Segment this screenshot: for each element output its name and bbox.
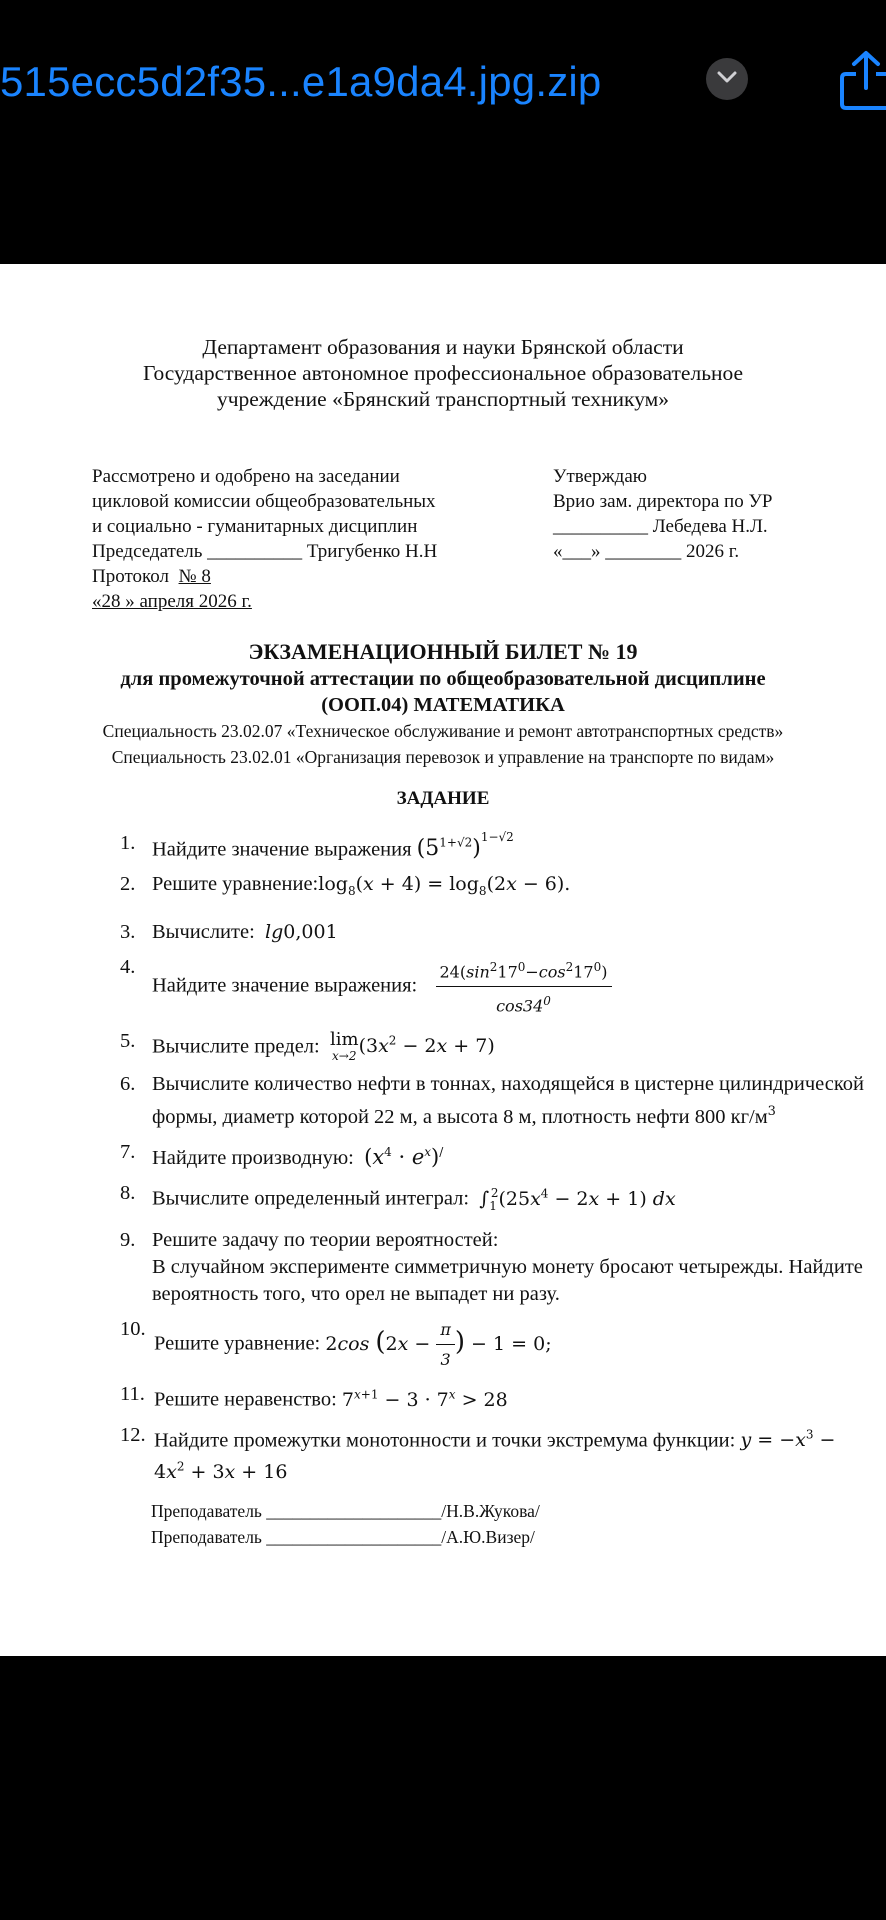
task-number: 6. (120, 1073, 136, 1096)
ticket-subtitle: для промежуточной аттестации по общеобразовательной дисциплине (120, 668, 766, 690)
task-text: Найдите значение выражения: (152, 974, 418, 997)
task-number: 4. (120, 956, 136, 979)
task-text: Решите уравнение: (154, 1332, 321, 1355)
task-formula-limit: lim x→2 (329, 1029, 359, 1064)
task-formula: $(x^4 \cdot e^x)^/$ (364, 1145, 444, 1170)
task-text: Вычислите предел: (152, 1035, 320, 1058)
header-line: учреждение «Брянский транспортный техникум» (216, 387, 670, 411)
task-text: Решите задачу по теории вероятностей: (152, 1229, 499, 1252)
institution-header (0, 334, 886, 412)
task-formula-fraction: $\frac{24(\sin^217^0-\cos^217^0)}{\cos 34^0}$ (436, 954, 612, 1020)
task-formula: $(5^{1+√2})^{1-√2}$ (416, 830, 514, 862)
task-item (120, 1139, 870, 1172)
approval-line: __________ Лебедева Н.Л. (553, 516, 768, 537)
task-text: Вычислите количество нефти в тоннах, находящейся в цистерне цилиндрической формы, диаметр которой 22 м, а высота 8 м, плотность нефти 800 кг/м (152, 1073, 864, 1129)
approval-line: Утверждаю (553, 466, 647, 487)
task-item (120, 919, 870, 946)
signature-line: Преподаватель ____________________/Н.В.Жукова/ (151, 1501, 540, 1521)
task-text: В случайном эксперименте симметричную монету бросают четырежды. Найдите вероятность того, что орел не выпадет ни разу. (152, 1256, 863, 1306)
task-formula: $\int_1^2(25x^4 - 2x + 1)$ dx (479, 1186, 676, 1213)
task-number: 1. (120, 832, 136, 854)
specialty-line: Специальность 23.02.07 «Техническое обслуживание и ремонт автотранспортных средств» (102, 721, 784, 741)
task-item (120, 1381, 870, 1413)
director-approval-block (553, 464, 815, 564)
task-number: 10. (120, 1318, 146, 1341)
header-line: Государственное автономное профессиональное образовательное (142, 361, 744, 385)
task-text: Найдите промежутки монотонности и точки экстремума функции: (154, 1429, 736, 1452)
share-button[interactable] (836, 50, 886, 112)
task-number: 9. (120, 1229, 136, 1252)
chevron-down-icon (717, 70, 737, 88)
ticket-heading (0, 638, 886, 770)
protocol-number: № 8 (178, 566, 211, 587)
task-item (120, 830, 870, 863)
task-number: 12. (120, 1423, 146, 1446)
task-item (120, 1180, 870, 1219)
ticket-discipline: (ООП.04) МАТЕМАТИКА (321, 694, 565, 716)
task-item (120, 1028, 870, 1064)
task-item (120, 871, 870, 905)
committee-approval-block (92, 464, 496, 614)
task-number: 11. (120, 1383, 145, 1406)
task-section-title: ЗАДАНИЕ (396, 788, 490, 809)
approval-line: и социально - гуманитарных дисциплин (92, 516, 418, 537)
task-text: Вычислите: (152, 921, 255, 944)
task-item (120, 954, 870, 1020)
ticket-title: ЭКЗАМЕНАЦИОННЫЙ БИЛЕТ № 19 (248, 639, 638, 664)
task-formula: $y = -x^3 - 4x^2 + 3x + 16$ (154, 1427, 836, 1484)
task-number: 3. (120, 921, 136, 944)
task-text: Вычислите определенный интеграл: (152, 1187, 470, 1210)
task-text: Найдите значение выражения (152, 838, 412, 861)
signature-block (151, 1498, 540, 1550)
task-formula: $(3x^2 - 2x + 7)$ (358, 1033, 495, 1058)
chair-line: Председатель __________ Тригубенко Н.Н (92, 541, 438, 562)
protocol-line (92, 564, 496, 589)
viewer-bottom-bar (0, 1656, 886, 1920)
file-options-button[interactable] (706, 58, 748, 100)
task-text: Найдите производную: (152, 1147, 354, 1170)
protocol-date: «28 » апреля 2026 г. (92, 591, 252, 612)
file-name-title[interactable]: 515ecc5d2f35...e1a9da4.jpg.zip (0, 58, 602, 105)
protocol-label: Протокол (92, 566, 170, 587)
task-formula: $7^{x+1} - 3 \cdot 7^x > 28$ (341, 1387, 508, 1411)
task-item: 6. Вычислите количество нефти в тоннах, находящейся в цистерне цилиндрической формы, диаметр которой 22 м, а высота 8 м, плотность нефти 800 $кг/м^3$ (120, 1071, 870, 1131)
document-page (0, 264, 886, 1656)
share-icon (836, 99, 886, 112)
task-number: 7. (120, 1141, 136, 1164)
approval-line: Рассмотрено и одобрено на заседании (92, 466, 400, 487)
task-item (120, 1227, 870, 1308)
task-text: Решите уравнение: (152, 873, 319, 896)
header-line: Департамент образования и науки Брянской области (202, 335, 684, 359)
approval-line: Врио зам. директора по УР (553, 491, 773, 512)
approval-line: цикловой комиссии общеобразовательных (92, 491, 436, 512)
task-number: 5. (120, 1029, 136, 1052)
signature-line: Преподаватель ____________________/А.Ю.Визер/ (151, 1527, 535, 1547)
task-formula: 0,001 (283, 921, 338, 944)
task-number: 2. (120, 873, 136, 896)
task-text: Решите неравенство: (154, 1388, 337, 1411)
viewer-top-bar (0, 0, 886, 264)
approval-line: «___» ________ 2026 г. (553, 541, 740, 562)
task-formula: lg (265, 921, 284, 944)
task-item (120, 1422, 870, 1487)
task-item (120, 1316, 870, 1373)
specialty-line: Специальность 23.02.01 «Организация перевозок и управление на транспорте по видам» (111, 747, 775, 767)
task-formula: $\log_8(x + 4) = \log_8(2x - 6)$. (318, 873, 571, 899)
task-number: 8. (120, 1182, 136, 1205)
task-formula: 2cos (2x − $\frac{\pi}{3}$ ) − 1 = 0; (325, 1333, 551, 1355)
task-list (120, 830, 870, 1494)
